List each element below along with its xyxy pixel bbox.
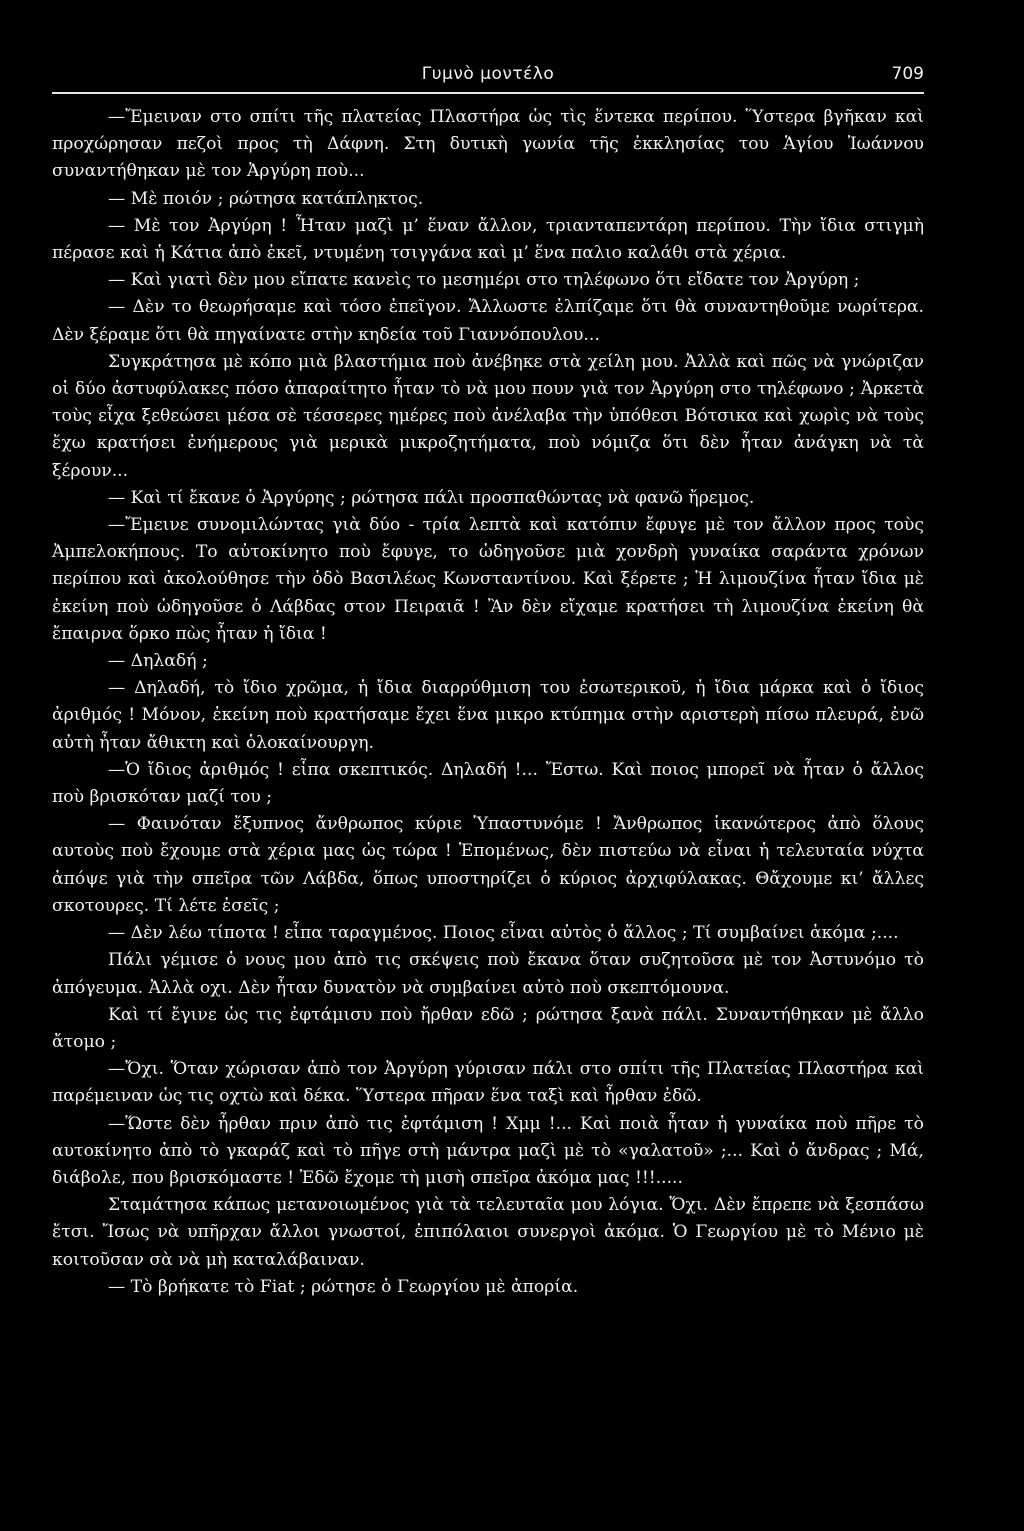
paragraph: —Ἔμεινε συνομιλώντας γιὰ δύο - τρία λεπτὰ καὶ κατόπιν ἔφυγε μὲ τον ἄλλον προς τοὺς Ἀμπελοκήπους. Το αὐτοκίνητο ποὺ ἔφυγε, το ὡδηγοῦσε μιὰ χονδρὴ γυναίκα σαράντα χρόνων περίπου καὶ ἀκολούθησε τὴν ὁδὸ Βασιλέως Κωνσταντίνου. Καὶ ξέρετε ; Ἡ λιμουζίνα ἦταν ἴδια μὲ ἐκείνη ποὺ ὡδηγοῦσε ὁ Λάβδας στον Πειραιᾶ ! Ἂν δὲν εἴχαμε κρατήσει τὴ λιμουζίνα ἐκείνη θὰ ἔπαιρνα ὅρκο πὼς ἦταν ἡ ἴδια ! [52, 515, 924, 644]
paragraph: —Ὁ ἴδιος ἀριθμός ! εἶπα σκεπτικός. Δηλαδή !... Ἔστω. Καὶ ποιος μπορεῖ νὰ ἦταν ὁ ἄλλος ποὺ βρισκόταν μαζί του ; [52, 759, 924, 808]
paragraph: — Δηλαδή ; [108, 651, 208, 672]
paragraph: — Τὸ βρήκατε τὸ Fiat ; ρώτησε ὁ Γεωργίου μὲ ἀπορία. [108, 1276, 579, 1297]
paragraph: —Ἔμειναν στο σπίτι τῆς πλατείας Πλαστήρα ὡς τὶς ἕντεκα περίπου. Ὕστερα βγῆκαν καὶ προχώρησαν πεζοὶ προς τὴ Δάφνη. Στη δυτικὴ γωνία τῆς ἐκκλησίας του Ἁγίου Ἰωάννου συναντήθηκαν μὲ τον Ἀργύρη ποὺ... [52, 107, 924, 182]
paragraph: —Ὥστε δὲν ἦρθαν πριν ἀπὸ τις ἐφτάμιση ! Χμμ !... Καὶ ποιὰ ἦταν ἡ γυναίκα ποὺ πῆρε τὸ αυτοκίνητο ἀπὸ τὸ γκαράζ καὶ τὸ πῆγε στὴ μάντρα μαζὶ μὲ τὸ «γαλατοῦ» ;... Καὶ ὁ ἄνδρας ; Μά, διάβολε, που βρισκόμαστε ! Ἐδῶ ἔχομε τὴ μισὴ σπεῖρα ἀκόμα μας !!!..... [52, 1113, 924, 1188]
page-number: 709 [891, 64, 924, 84]
paragraph: — Καὶ τί ἔκανε ὁ Ἀργύρης ; ρώτησα πάλι προσπαθώντας νὰ φανῶ ἤρεμος. [108, 487, 755, 508]
body-text [52, 104, 924, 1301]
paragraph: Καὶ τί ἔγινε ὡς τις ἐφτάμισυ ποὺ ἤρθαν εδῶ ; ρώτησα ξανὰ πάλι. Συναντήθηκαν μὲ ἄλλο ἄτομο ; [52, 1004, 924, 1052]
paragraph: Σταμάτησα κάπως μετανοιωμένος γιὰ τὰ τελευταῖα μου λόγια. Ὄχι. Δὲν ἔπρεπε νὰ ξεσπάσω ἔτσι. Ἴσως νὰ υπῆρχαν ἄλλοι γνωστοί, ἐπιπόλαιοι συνεργοὶ ἀκόμα. Ὁ Γεωργίου μὲ τὸ Μένιο μὲ κοιτοῦσαν σὰ νὰ μὴ καταλάβαιναν. [52, 1195, 924, 1270]
paragraph: — Δὲν το θεωρήσαμε καὶ τόσο ἐπεῖγον. Ἄλλωστε ἐλπίζαμε ὅτι θὰ συναντηθοῦμε νωρίτερα. Δὲν ξέραμε ὅτι θὰ πηγαίνατε στὴν κηδεία τοῦ Γιαννόπουλου... [52, 297, 924, 345]
paragraph: —Ὄχι. Ὅταν χώρισαν ἀπὸ τον Ἀργύρη γύρισαν πάλι στο σπίτι τῆς Πλατείας Πλαστήρα καὶ παρέμειναν ὡς τις οχτὼ καὶ δέκα. Ὕστερα πῆραν ἕνα ταξὶ καὶ ἦρθαν ἐδῶ. [52, 1059, 924, 1107]
running-title: Γυμνὸ μοντέλο [421, 64, 555, 84]
paragraph: — Μὲ ποιόν ; ρώτησα κατάπληκτος. [108, 188, 424, 209]
paragraph: — Μὲ τον Ἀργύρη ! Ἦταν μαζὶ μ’ ἕναν ἄλλον, τριανταπεντάρη περίπου. Τὴν ἴδια στιγμὴ πέρασε καὶ ἡ Κάτια ἀπὸ ἐκεῖ, ντυμένη τσιγγάνα καὶ μ’ ἕνα παλιο καλάθι στὰ χέρια. [52, 215, 924, 264]
running-head [52, 58, 924, 94]
paragraph: — Καὶ γιατὶ δὲν μου εἴπατε κανεὶς το μεσημέρι στο τηλέφωνο ὅτι εἴδατε τον Ἀργύρη ; [108, 270, 860, 291]
book-page [52, 58, 924, 1518]
paragraph: — Δηλαδή, τὸ ἴδιο χρῶμα, ἡ ἴδια διαρρύθμιση του ἐσωτερικοῦ, ἡ ἴδια μάρκα καὶ ὁ ἴδιος ἀριθμός ! Μόνον, ἐκείνη ποὺ κρατήσαμε ἔχει ἕνα μικρο κτύπημα στὴν αριστερὴ πίσω πλευρά, ἐνῶ αὐτὴ ἦταν ἄθικτη καὶ ὁλοκαίνουργη. [52, 678, 924, 753]
paragraph: Πάλι γέμισε ὁ νους μου ἀπὸ τις σκέψεις ποὺ ἔκανα ὅταν συζητοῦσα μὲ τον Ἀστυνόμο τὸ ἀπόγευμα. Ἀλλὰ οχι. Δὲν ἦταν δυνατὸν νὰ συμβαίνει αὐτὸ ποὺ σκεπτόμουνα. [52, 950, 924, 998]
paragraph: — Φαινόταν ἔξυπνος ἄνθρωπος κύριε Ὑπαστυνόμε ! Ἄνθρωπος ἱκανώτερος ἀπὸ ὅλους αυτοὺς ποὺ ἔχουμε στὰ χέρια μας ὡς τώρα ! Ἑπομένως, δὲν πιστεύω νὰ εἶναι ἡ τελευταία νύχτα ἀπόψε γιὰ τὴν σπεῖρα τῶν Λάβδα, ὅπως υποστηρίζει ὁ κύριος ἀρχιφύλακας. Θἄχουμε κι’ ἄλλες σκοτουρες. Τί λέτε ἐσεῖς ; [52, 814, 924, 916]
paragraph: — Δὲν λέω τίποτα ! εἶπα ταραγμένος. Ποιος εἶναι αὐτὸς ὁ ἄλλος ; Τί συμβαίνει ἀκόμα ;.... [108, 923, 899, 944]
paragraph: Συγκράτησα μὲ κόπο μιὰ βλαστήμια ποὺ ἀνέβηκε στὰ χείλη μου. Ἀλλὰ καὶ πῶς νὰ γνώριζαν οἱ δύο ἀστυφύλακες πόσο ἀπαραίτητο ἦταν τὸ νὰ μου πουν γιὰ τον Ἀργύρη στο τηλέφωνο ; Ἀρκετὰ τοὺς εἶχα ξεθεώσει μέσα σὲ τέσσερες ημέρες ποὺ ἀνέλαβα τὴν ὑπόθεσι Βότσικα καὶ χωρὶς νὰ τοὺς ἔχω κρατήσει ἐνήμερους γιὰ μερικὰ μικροζητήματα, ποὺ νόμιζα ὅτι δὲν ἦταν ἀνάγκη νὰ τὰ ξέρουν... [52, 351, 924, 481]
